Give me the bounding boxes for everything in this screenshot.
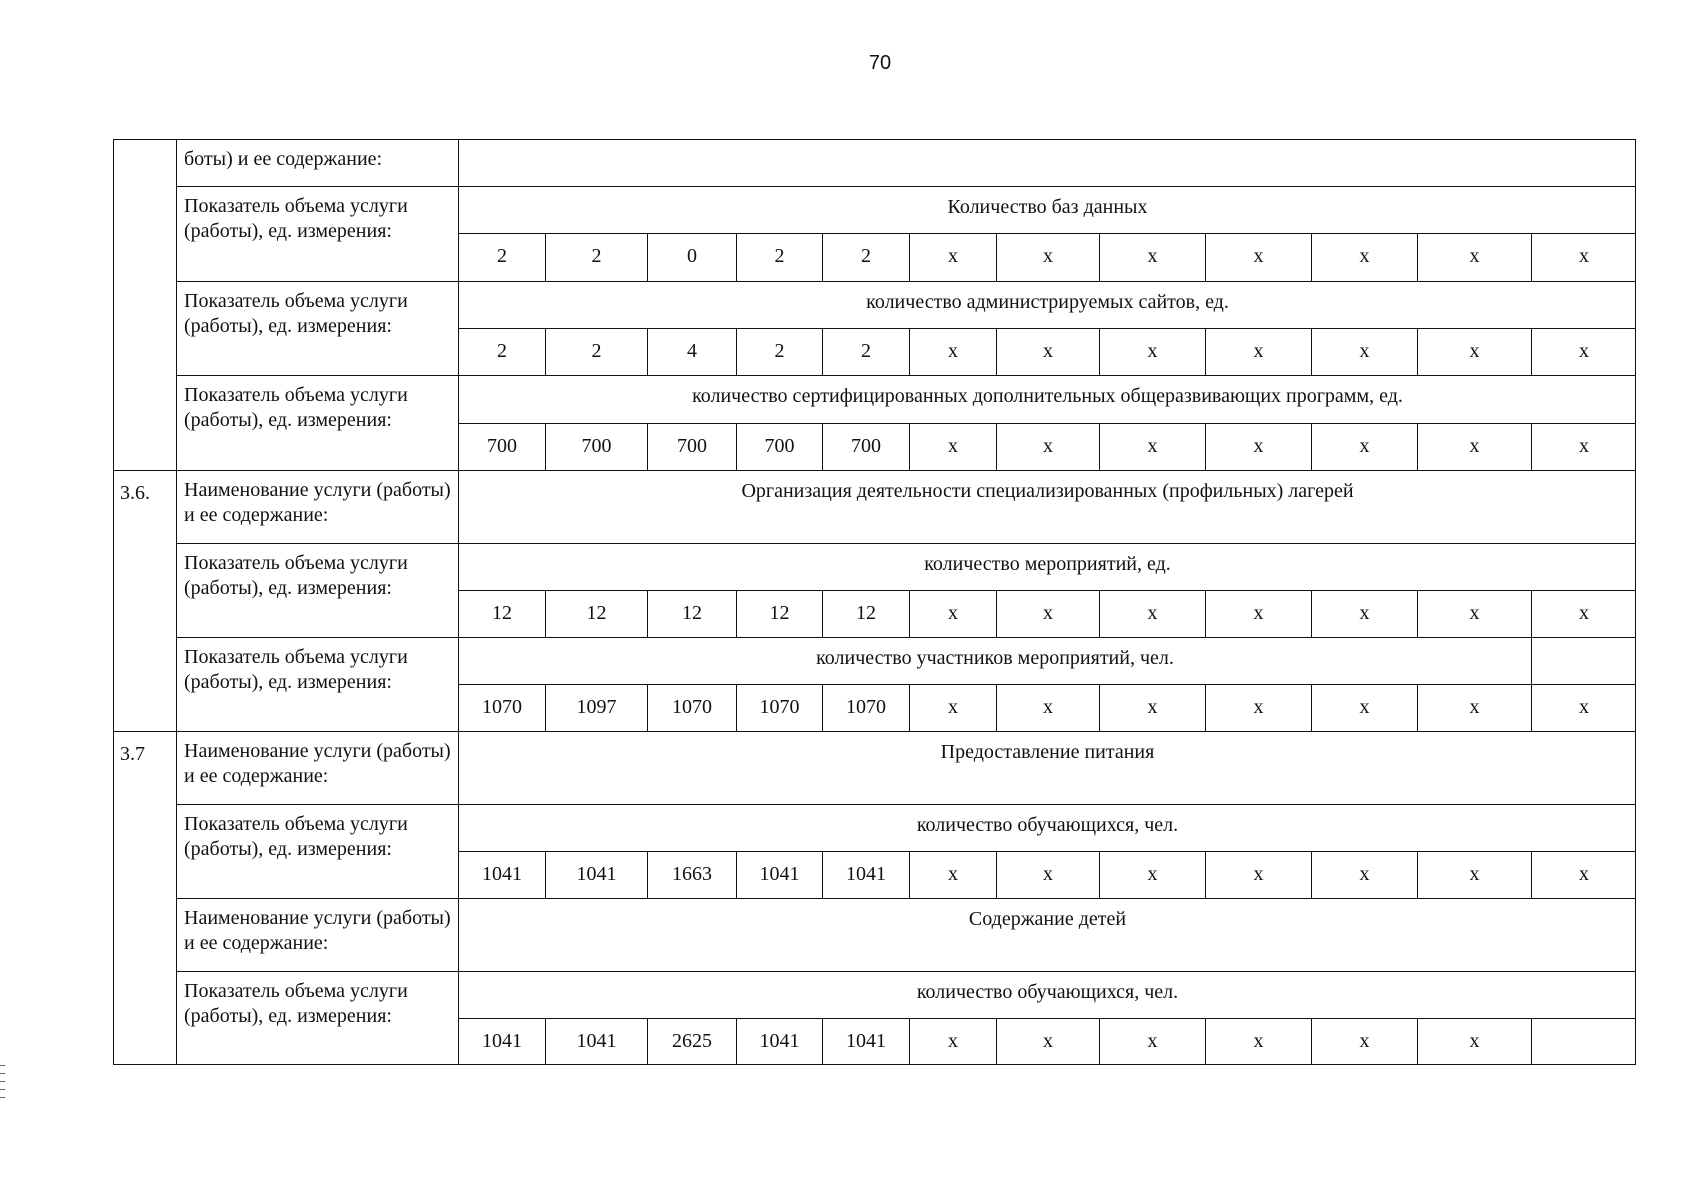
value-cell: 1041	[458, 851, 545, 898]
value-cell: x	[1205, 590, 1311, 637]
value-cell: x	[909, 1018, 996, 1065]
value-cell: 2	[736, 328, 822, 375]
row-label: Показатель объема услуги (работы), ед. измерения:	[176, 804, 458, 898]
value-cell: x	[1205, 851, 1311, 898]
value-cell: 1070	[647, 684, 736, 731]
value-cell: x	[996, 590, 1099, 637]
value-cell: 700	[647, 423, 736, 470]
scan-artifact	[0, 1065, 5, 1066]
value-cell: 2	[545, 328, 647, 375]
value-cell: 1097	[545, 684, 647, 731]
value-cell	[1531, 1018, 1636, 1065]
value-cell: x	[909, 684, 996, 731]
indicator-unit: количество обучающихся, чел.	[458, 971, 1636, 1018]
value-cell: x	[1531, 233, 1636, 281]
service-name: Содержание детей	[458, 898, 1636, 971]
row-label: Наименование услуги (работы) и ее содержание:	[176, 470, 458, 543]
indicator-unit: количество мероприятий, ед.	[458, 543, 1636, 590]
value-cell: x	[996, 851, 1099, 898]
value-cell: x	[1099, 233, 1205, 281]
section-number-continued	[113, 139, 176, 470]
value-cell: x	[909, 423, 996, 470]
value-cell: x	[996, 328, 1099, 375]
empty-cell	[1531, 637, 1636, 684]
value-cell: 4	[647, 328, 736, 375]
value-cell: x	[1205, 233, 1311, 281]
row-label: Показатель объема услуги (работы), ед. измерения:	[176, 281, 458, 375]
value-cell: 12	[736, 590, 822, 637]
value-cell: x	[1417, 233, 1531, 281]
value-cell: x	[1311, 684, 1417, 731]
indicator-unit: количество сертифицированных дополнительных общеразвивающих программ, ед.	[458, 375, 1636, 423]
indicator-unit: количество администрируемых сайтов, ед.	[458, 281, 1636, 328]
value-cell: x	[1531, 684, 1636, 731]
value-cell: 1663	[647, 851, 736, 898]
service-volume-table	[113, 139, 1636, 1065]
value-cell: x	[996, 684, 1099, 731]
scan-artifact	[0, 1081, 5, 1082]
value-cell: x	[1311, 328, 1417, 375]
value-cell: 12	[458, 590, 545, 637]
row-label: Показатель объема услуги (работы), ед. измерения:	[176, 637, 458, 731]
value-cell: 1070	[736, 684, 822, 731]
value-cell: 2	[458, 233, 545, 281]
value-cell: x	[1417, 1018, 1531, 1065]
value-cell: x	[1205, 1018, 1311, 1065]
value-cell: 1041	[545, 851, 647, 898]
value-cell: 2625	[647, 1018, 736, 1065]
value-cell: x	[996, 233, 1099, 281]
scan-artifact	[0, 1097, 5, 1098]
value-cell: x	[1311, 590, 1417, 637]
value-cell: x	[1099, 590, 1205, 637]
value-cell: x	[1311, 423, 1417, 470]
page-number: 70	[868, 52, 892, 74]
blank-value-cell	[458, 139, 1636, 186]
indicator-unit: количество участников мероприятий, чел.	[458, 637, 1531, 684]
value-cell: 1041	[458, 1018, 545, 1065]
value-cell: 1070	[822, 684, 909, 731]
value-cell: x	[1417, 851, 1531, 898]
value-cell: x	[1311, 851, 1417, 898]
value-cell: 2	[822, 328, 909, 375]
value-cell: 0	[647, 233, 736, 281]
value-cell: x	[1099, 328, 1205, 375]
row-label: Наименование услуги (работы) и ее содержание:	[176, 731, 458, 804]
indicator-unit: количество обучающихся, чел.	[458, 804, 1636, 851]
indicator-unit: Количество баз данных	[458, 186, 1636, 233]
value-cell: 700	[545, 423, 647, 470]
scan-artifact	[0, 1073, 5, 1074]
value-cell: 2	[458, 328, 545, 375]
value-cell: x	[1417, 590, 1531, 637]
service-name: Предоставление питания	[458, 731, 1636, 804]
value-cell: 1041	[545, 1018, 647, 1065]
value-cell: 700	[822, 423, 909, 470]
row-label: Показатель объема услуги (работы), ед. измерения:	[176, 543, 458, 637]
value-cell: x	[1099, 851, 1205, 898]
value-cell: x	[1531, 851, 1636, 898]
value-cell: 2	[545, 233, 647, 281]
value-cell: x	[1417, 423, 1531, 470]
value-cell: x	[996, 1018, 1099, 1065]
value-cell: x	[1311, 233, 1417, 281]
value-cell: x	[1531, 590, 1636, 637]
value-cell: 12	[545, 590, 647, 637]
value-cell: 12	[647, 590, 736, 637]
value-cell: 2	[736, 233, 822, 281]
value-cell: 2	[822, 233, 909, 281]
value-cell: x	[1205, 423, 1311, 470]
value-cell: 12	[822, 590, 909, 637]
value-cell: 700	[458, 423, 545, 470]
value-cell: 1041	[736, 851, 822, 898]
value-cell: x	[909, 328, 996, 375]
value-cell: x	[1099, 1018, 1205, 1065]
row-label: боты) и ее содержание:	[176, 139, 458, 186]
row-label: Показатель объема услуги (работы), ед. измерения:	[176, 375, 458, 470]
value-cell: x	[1099, 684, 1205, 731]
value-cell: x	[1531, 423, 1636, 470]
section-number: 3.7	[113, 731, 176, 1065]
row-label: Показатель объема услуги (работы), ед. измерения:	[176, 971, 458, 1065]
value-cell: x	[1417, 684, 1531, 731]
value-cell: 1041	[822, 851, 909, 898]
value-cell: x	[1531, 328, 1636, 375]
value-cell: x	[909, 851, 996, 898]
value-cell: x	[1311, 1018, 1417, 1065]
value-cell: x	[909, 590, 996, 637]
value-cell: 700	[736, 423, 822, 470]
value-cell: x	[1417, 328, 1531, 375]
value-cell: x	[996, 423, 1099, 470]
row-label: Наименование услуги (работы) и ее содержание:	[176, 898, 458, 971]
row-label: Показатель объема услуги (работы), ед. измерения:	[176, 186, 458, 281]
value-cell: 1070	[458, 684, 545, 731]
value-cell: 1041	[822, 1018, 909, 1065]
value-cell: x	[1099, 423, 1205, 470]
value-cell: x	[909, 233, 996, 281]
value-cell: x	[1205, 684, 1311, 731]
scan-artifact	[0, 1089, 5, 1090]
value-cell: 1041	[736, 1018, 822, 1065]
section-number: 3.6.	[113, 470, 176, 731]
value-cell: x	[1205, 328, 1311, 375]
service-name: Организация деятельности специализированных (профильных) лагерей	[458, 470, 1636, 543]
